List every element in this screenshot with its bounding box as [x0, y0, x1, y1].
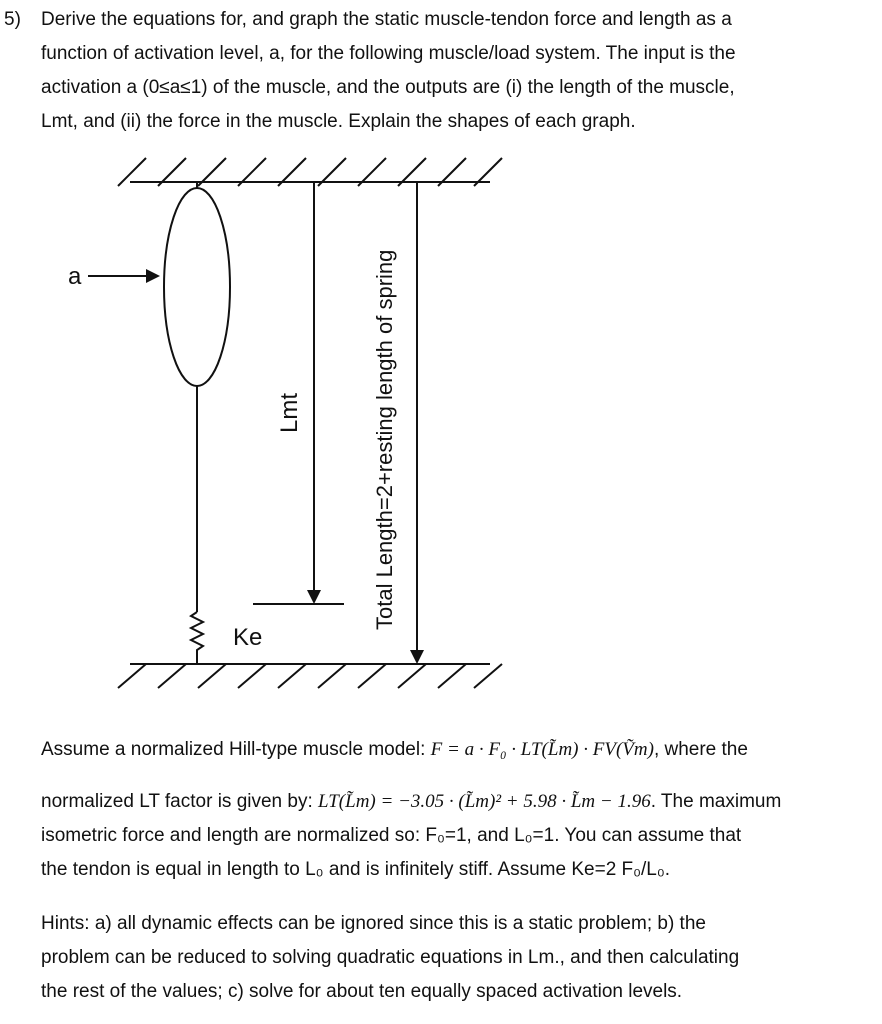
assumption-line-1: Assume a normalized Hill-type muscle model: F = a · F₀ · LT(L̃m) · FV(Ṽm), where the — [41, 739, 748, 760]
problem-number: 5) — [4, 9, 21, 30]
problem-line-3: activation a (0≤a≤1) of the muscle, and the outputs are (i) the length of the muscle, — [41, 77, 735, 98]
hint-line-2: problem can be reduced to solving quadratic equations in Lm., and then calculating — [41, 947, 740, 968]
muscle-ellipse — [164, 188, 230, 386]
problem-line-1: 5) Derive the equations for, and graph the static muscle-tendon force and length as a — [0, 3, 870, 37]
activation-arrowhead — [146, 269, 160, 283]
lt-factor-formula: LT(L̃m) = −3.05 · (L̃m)² + 5.98 · L̃m − 1.96 — [318, 791, 651, 812]
spring-ke — [191, 612, 203, 664]
hint-line-3: the rest of the values; c) solve for about ten equally spaced activation levels. — [41, 981, 683, 1002]
assumption-line-4: the tendon is equal in length to L₀ and is infinitely stiff. Assume Ke=2 F₀/L₀. — [41, 859, 671, 880]
floor-hatching — [118, 664, 502, 688]
spring-label: Ke — [233, 624, 263, 651]
problem-line-2: function of activation level, a, for the following muscle/load system. The input is the — [41, 43, 736, 64]
total-length-arrowhead — [410, 650, 424, 664]
hill-model-formula: F = a · F₀ · LT(L̃m) · FV(Ṽm) — [430, 739, 654, 760]
assumptions — [0, 733, 870, 887]
hint-line-1: Hints: a) all dynamic effects can be ignored since this is a static problem; b) the — [41, 913, 706, 934]
activation-label: a — [68, 263, 82, 290]
problem-line-4: Lmt, and (ii) the force in the muscle. Explain the shapes of each graph. — [41, 111, 636, 132]
hints — [0, 907, 870, 1009]
total-length-label: Total Length=2+resting length of spring — [372, 249, 397, 630]
assumption-line-2: normalized LT factor is given by: LT(L̃m) = −3.05 · (L̃m)² + 5.98 · L̃m − 1.96. The maximum — [41, 791, 782, 812]
lmt-arrowhead — [307, 590, 321, 604]
assumption-line-3: isometric force and length are normalized so: F₀=1, and L₀=1. You can assume that — [41, 825, 742, 846]
lmt-label: Lmt — [276, 392, 303, 433]
